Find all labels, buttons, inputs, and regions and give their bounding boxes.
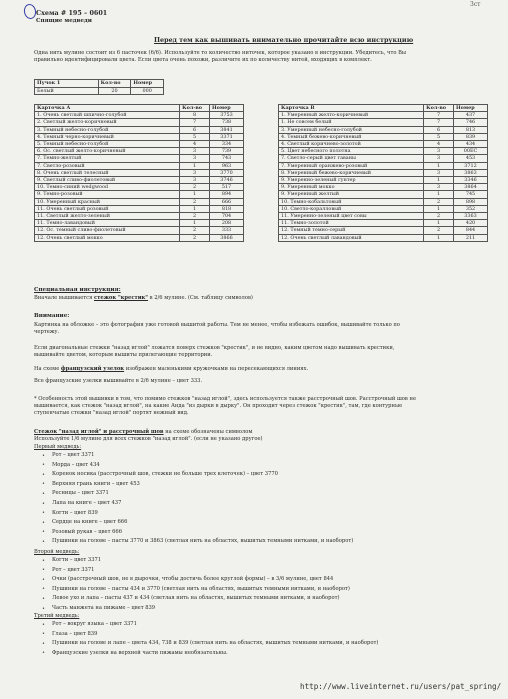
card-a-cell: 3: [180, 177, 210, 184]
card-a-table: [34, 104, 244, 242]
bullet-icon: •: [42, 621, 45, 628]
card-b-cell: 12. Очень светлый лавандовый: [279, 234, 424, 241]
card-b-row: [279, 205, 488, 212]
card-a-cell: 3: [180, 155, 210, 162]
special-line-post: в 2/6 мулине. (См. таблицу символов): [148, 295, 253, 301]
card-b-row: [279, 155, 488, 162]
card-a-cell: 5. Темный небесно-голубой: [35, 141, 180, 148]
card-b-row: [279, 220, 488, 227]
card-b-row: [279, 234, 488, 241]
bullet-icon: •: [42, 519, 45, 526]
bear2-title: Второй медведь:: [34, 549, 80, 555]
card-b-cell: 1: [424, 162, 454, 169]
canvas-cell: 000: [131, 87, 164, 95]
card-a-cell: 7. Темно-желтый: [35, 155, 180, 162]
attention-line-2: чертежу.: [34, 329, 60, 335]
card-a-cell: 739: [210, 148, 244, 155]
card-a-cell: 10. Умеренный красный: [35, 198, 180, 205]
card-b-cell: 11. Умеренно-зеленый цвет совы: [279, 213, 424, 220]
bullet-icon: •: [42, 452, 45, 459]
canvas-header: Пучок 1: [35, 80, 99, 88]
card-a-cell: 4. Темный черно-коричневый: [35, 133, 180, 140]
card-a-row: [35, 220, 244, 227]
card-b-row: [279, 184, 488, 191]
special-heading: Специальная инструкция:: [34, 287, 121, 293]
card-b-cell: 3346: [454, 177, 488, 184]
card-b-cell: 4: [424, 141, 454, 148]
card-a-cell: 333: [210, 227, 244, 234]
bear2-item: Пушинки на голове – пасты 434 и 3770 (светлая нить на областях, вышитых темными нитками, и наоборот): [52, 585, 350, 592]
special-line: [34, 296, 253, 301]
card-b-table: [278, 104, 488, 242]
bear3-item: Пушинки на голове и лапе – цвета 434, 738 и 839 (светлая нить на областях, вышитых темными нитками, и наоборот): [52, 640, 379, 647]
backstitch-heading-bold: Стежок "назад иглой" и расстрочный шов: [34, 429, 164, 435]
card-a-header: Кол-во: [180, 105, 210, 112]
card-a-cell: 7: [180, 119, 210, 126]
scheme-title: Спящие медведи: [36, 18, 92, 24]
card-a-row: [35, 112, 244, 119]
canvas-header: Кол-во: [98, 80, 131, 88]
attention-heading: Внимание:: [34, 313, 70, 319]
card-a-row: [35, 191, 244, 198]
card-a-cell: 894: [210, 191, 244, 198]
bear1-item: Когти – цвет 839: [52, 509, 98, 516]
card-a-cell: 1: [180, 220, 210, 227]
card-b-cell: 2: [424, 213, 454, 220]
card-a-row: [35, 119, 244, 126]
card-b-row: [279, 213, 488, 220]
card-b-cell: 7: [424, 119, 454, 126]
card-b-cell: 3: [424, 155, 454, 162]
card-b-row: [279, 133, 488, 140]
card-a-cell: 3753: [210, 112, 244, 119]
card-a-row: [35, 133, 244, 140]
card-b-cell: 9. Умеренный желтый: [279, 191, 424, 198]
bear1-item: Розовый рукав – цвет 666: [52, 528, 122, 535]
card-a-cell: 818: [210, 205, 244, 212]
card-a-row: [35, 205, 244, 212]
card-a-cell: 12. Ос. темный сливо-фиолетовый: [35, 227, 180, 234]
card-b-cell: 434: [454, 141, 488, 148]
card-a-row: [35, 198, 244, 205]
card-a-cell: 3770: [210, 169, 244, 176]
bullet-icon: •: [42, 529, 45, 536]
card-a-cell: 963: [210, 162, 244, 169]
card-a-cell: 704: [210, 213, 244, 220]
card-a-cell: 2: [180, 227, 210, 234]
canvas-cell: 20: [98, 87, 131, 95]
backstitch-heading: [34, 430, 252, 435]
bear1-item: Лапа на книге – цвет 437: [52, 500, 122, 506]
bear1-item: Пушинки на голове – пасты 3770 и 3863 (светлая нить на областях, вышитых темными нитками, и наоборот): [52, 538, 354, 545]
bullet-icon: •: [42, 640, 45, 647]
special-line-pre: Вначале вышивается: [34, 295, 95, 301]
bear2-item: Когти – цвет 3371: [52, 557, 102, 563]
card-a-cell: 1: [180, 162, 210, 169]
card-b-row: [279, 141, 488, 148]
card-b-cell: 7. Умеренный оранжево-розовый: [279, 162, 424, 169]
card-a-cell: 2: [180, 184, 210, 191]
card-b-cell: 211: [454, 234, 488, 241]
card-b-cell: 839: [454, 133, 488, 140]
card-a-row: [35, 234, 244, 241]
card-a-cell: 334: [210, 141, 244, 148]
bear3-item: Глаза – цвет 839: [52, 630, 98, 637]
card-b-cell: 1: [424, 191, 454, 198]
card-b-cell: 8. Умеренный бежево-коричневый: [279, 169, 424, 176]
bullet-icon: •: [42, 500, 45, 507]
bear3-item: Французские узелки на верхней части пижамы необязательны.: [52, 649, 228, 656]
card-a-cell: 3. Темный небесно-голубой: [35, 126, 180, 133]
card-a-cell: 10. Темно-синий wedgwood: [35, 184, 180, 191]
card-b-cell: 5: [424, 133, 454, 140]
card-b-cell: 4. Светлый коричнево-золотой: [279, 141, 424, 148]
bullet-icon: •: [42, 471, 45, 478]
intro-line-2: правильно идентифицировали цвета. Если цвета очень похожи, различите их по количеству нитей, входящих в комплект.: [34, 57, 372, 63]
card-a-cell: 738: [210, 119, 244, 126]
card-b-cell: 00EC: [454, 148, 488, 155]
card-b-row: [279, 119, 488, 126]
card-a-cell: 3866: [210, 234, 244, 241]
card-a-cell: 3: [180, 148, 210, 155]
card-b-cell: 3. Умеренный небесно-голубой: [279, 126, 424, 133]
card-a-cell: 11. Светлый желто-зеленый: [35, 213, 180, 220]
card-a-cell: 1: [180, 191, 210, 198]
card-a-cell: 2. Светлый желто-коричневый: [35, 119, 180, 126]
bear2-item: Часть манжета на пижаме – цвет 839: [52, 605, 156, 611]
card-a-cell: 6: [180, 126, 210, 133]
card-a-row: [35, 227, 244, 234]
bear1-title: Первый медведь:: [34, 444, 82, 450]
bear2-item: Рот – цвет 3371: [52, 566, 95, 573]
card-b-cell: 1: [424, 220, 454, 227]
card-a-row: [35, 169, 244, 176]
bullet-icon: •: [42, 576, 45, 583]
bear3-title: Третий медведь:: [34, 613, 80, 619]
bullet-icon: •: [42, 490, 45, 497]
card-a-cell: 4: [180, 141, 210, 148]
card-a-row: [35, 184, 244, 191]
card-a-cell: 11. Очень светлый розовый: [35, 205, 180, 212]
card-b-cell: 3: [424, 148, 454, 155]
card-b-header: Номер: [454, 105, 488, 112]
canvas-table: [34, 79, 164, 95]
bullet-icon: •: [42, 510, 45, 517]
bullet-icon: •: [42, 567, 45, 574]
card-b-cell: 5. Цвет небесного полотна: [279, 148, 424, 155]
backstitch-heading-post: на схеме обозначены символом: [163, 429, 253, 435]
card-a-row: [35, 177, 244, 184]
attention-line-3: Если диагональные стежки "назад иглой" ложатся поверх стежков "крестик", и не видно, каким цветом надо вышивать крестики,: [34, 345, 395, 351]
card-a-cell: 517: [210, 184, 244, 191]
card-b-cell: 1: [424, 234, 454, 241]
card-b-cell: 3863: [454, 169, 488, 176]
card-a-cell: 2: [180, 213, 210, 220]
card-a-cell: 9. Светлый сливо-фиолетовый: [35, 177, 180, 184]
card-a-cell: 743: [210, 155, 244, 162]
bear2-item: Левое ухо и лапа – пасты 437 и 434 (светлая нить на областях, вышитых темными нитками, и наоборот): [52, 595, 340, 602]
card-b-cell: 1: [424, 177, 454, 184]
card-b-cell: 1. Умеренный желто-коричневый: [279, 112, 424, 119]
bear1-item: Верхняя грань книги – цвет 453: [52, 480, 140, 487]
card-a-header: Карточка А: [35, 105, 180, 112]
bullet-icon: •: [42, 586, 45, 593]
card-a-cell: 3371: [210, 133, 244, 140]
card-b-cell: 10. Светло-коралловый: [279, 205, 424, 212]
card-b-cell: 420: [454, 220, 488, 227]
card-b-cell: 746: [454, 119, 488, 126]
card-a-header: Номер: [210, 105, 244, 112]
card-a-cell: 3746: [210, 177, 244, 184]
scheme-number: Схема # 195 – 0601: [36, 9, 108, 17]
card-b-cell: 3363: [454, 213, 488, 220]
card-a-row: [35, 126, 244, 133]
card-a-cell: 8. Очень светлый телесный: [35, 169, 180, 176]
card-b-header: Карточка В: [279, 105, 424, 112]
card-a-cell: 11. Темно-лавандовый: [35, 220, 180, 227]
canvas-cell: Белый: [35, 87, 99, 95]
card-b-cell: 3: [424, 169, 454, 176]
card-b-cell: 3864: [454, 184, 488, 191]
bear1-item: Рот – цвет 3371: [52, 452, 95, 458]
card-b-row: [279, 227, 488, 234]
bullet-icon: •: [42, 631, 45, 638]
card-b-cell: 7: [424, 112, 454, 119]
card-a-cell: 9. Темно-розовый: [35, 191, 180, 198]
bullet-icon: •: [42, 650, 45, 657]
bullet-icon: •: [42, 605, 45, 612]
card-b-cell: 2: [424, 198, 454, 205]
card-b-cell: 844: [454, 227, 488, 234]
bear1-item: Коренок носика (расстрочный шов, стежки не больше трех клеточек) – цвет 3770: [52, 471, 278, 478]
bear1-item: Ресницы – цвет 3371: [52, 490, 109, 497]
card-b-cell: 6: [424, 126, 454, 133]
bullet-icon: •: [42, 481, 45, 488]
special-line-bold: стежок "крестик": [94, 295, 148, 301]
card-b-cell: 12. Темный темно-серый: [279, 227, 424, 234]
card-b-cell: 1: [424, 205, 454, 212]
attention-line-5: [34, 367, 308, 372]
card-b-header: Кол-во: [424, 105, 454, 112]
card-b-cell: 1. Не совсем белый: [279, 119, 424, 126]
card-b-cell: 9. Умеренный мокко: [279, 184, 424, 191]
card-b-row: [279, 191, 488, 198]
attention-line-8: вышивается, как стежок "назад иглой", на какие Анда "из дырки в дырку". Он проходит через стежок "крестик", там, где контурные: [34, 403, 403, 409]
card-a-cell: 7. Светло-розовый: [35, 162, 180, 169]
card-a-row: [35, 155, 244, 162]
attention-line-1: Картинка на обложке – это фотография уже готовой вышитой работы. Тем не менее, чтобы избежать ошибок, вышивайте только по: [34, 322, 400, 328]
card-b-cell: 10. Темно-кобальтовый: [279, 198, 424, 205]
attention-line-5-post: изображен маленькими кружочками на пересекающихся линиях.: [124, 366, 309, 372]
card-a-cell: 2: [180, 234, 210, 241]
card-b-cell: 2: [424, 227, 454, 234]
card-b-cell: 3: [424, 184, 454, 191]
card-b-row: [279, 126, 488, 133]
bullet-icon: •: [42, 557, 45, 564]
card-a-cell: 3: [180, 169, 210, 176]
bear1-item: Морда – цвет 434: [52, 461, 100, 468]
bear2-item: Очки (расстрочный шов, не в дырочки, чтобы достичь более круглой формы) – в 3/6 мулине, цвет 844: [52, 576, 334, 583]
card-b-cell: 3712: [454, 162, 488, 169]
card-b-cell: 7. Светло-серый цвет гаваны: [279, 155, 424, 162]
bear3-item: Рот – вокруг языка – цвет 3371: [52, 621, 137, 627]
backstitch-sub: Используйте 1/6 мулине для всех стежков "назад иглой". (если не указано другое): [34, 436, 263, 442]
bullet-icon: •: [42, 538, 45, 545]
attention-line-9: ступенчатые стежки "назад иглой" портят нежный вид.: [34, 410, 189, 416]
bullet-icon: •: [42, 462, 45, 469]
card-a-cell: 12. Очень светлый мокко: [35, 234, 180, 241]
card-b-row: [279, 177, 488, 184]
card-b-cell: 352: [454, 205, 488, 212]
card-a-cell: 1: [180, 205, 210, 212]
attention-line-5-bold: французский узелок: [60, 366, 125, 372]
attention-line-6: Все французские узелки вышивайте в 2/6 мулине – цвет 333.: [34, 378, 203, 384]
card-a-cell: 666: [210, 198, 244, 205]
card-a-row: [35, 141, 244, 148]
card-b-row: [279, 198, 488, 205]
bear1-item: Сердце на книге – цвет 666: [52, 519, 128, 526]
attention-line-5-pre: На схеме: [34, 366, 61, 372]
card-a-row: [35, 148, 244, 155]
attention-line-7: * Особенность этой вышивки в том, что помимо стежков "назад иглой", здесь используется также расстрочный шов. Расстрочный шов не: [34, 396, 417, 402]
bullet-icon: •: [42, 595, 45, 602]
card-a-row: [35, 213, 244, 220]
card-b-cell: 9. Умеренно-зеленый гунтер: [279, 177, 424, 184]
intro-heading: Перед тем как вышивать внимательно прочитайте всю инструкцию: [154, 36, 414, 44]
card-b-row: [279, 112, 488, 119]
card-a-cell: 8: [180, 112, 210, 119]
attention-line-4: вышивайте цветом, которым вышиты прилегающие территории.: [34, 352, 213, 358]
card-b-cell: 898: [454, 198, 488, 205]
card-b-cell: 745: [454, 191, 488, 198]
card-a-cell: 5: [180, 133, 210, 140]
card-b-cell: 813: [454, 126, 488, 133]
card-a-cell: 6. Ос. светлый желто-коричневый: [35, 148, 180, 155]
card-b-row: [279, 148, 488, 155]
card-a-row: [35, 162, 244, 169]
card-b-cell: 453: [454, 155, 488, 162]
card-b-row: [279, 162, 488, 169]
card-a-cell: 2: [180, 198, 210, 205]
card-a-cell: 3841: [210, 126, 244, 133]
intro-line-1: Одна нить мулине состоит из 6 пасточек (6/6). Используйте то количество ниточек, которое указано в инструкции. Убедитесь, что Вы: [34, 50, 407, 56]
card-a-cell: 1. Очень светлый шпично-голубой: [35, 112, 180, 119]
card-b-row: [279, 169, 488, 176]
watermark-url: http://www.liveinternet.ru/users/pat_spring/: [300, 682, 502, 691]
corner-note: 3ст: [470, 1, 481, 8]
card-b-cell: 11. Темно-золотой: [279, 220, 424, 227]
canvas-header: Номер: [131, 80, 164, 88]
card-b-cell: 4. Темный бежево-коричневый: [279, 133, 424, 140]
card-b-cell: 437: [454, 112, 488, 119]
card-a-cell: 208: [210, 220, 244, 227]
